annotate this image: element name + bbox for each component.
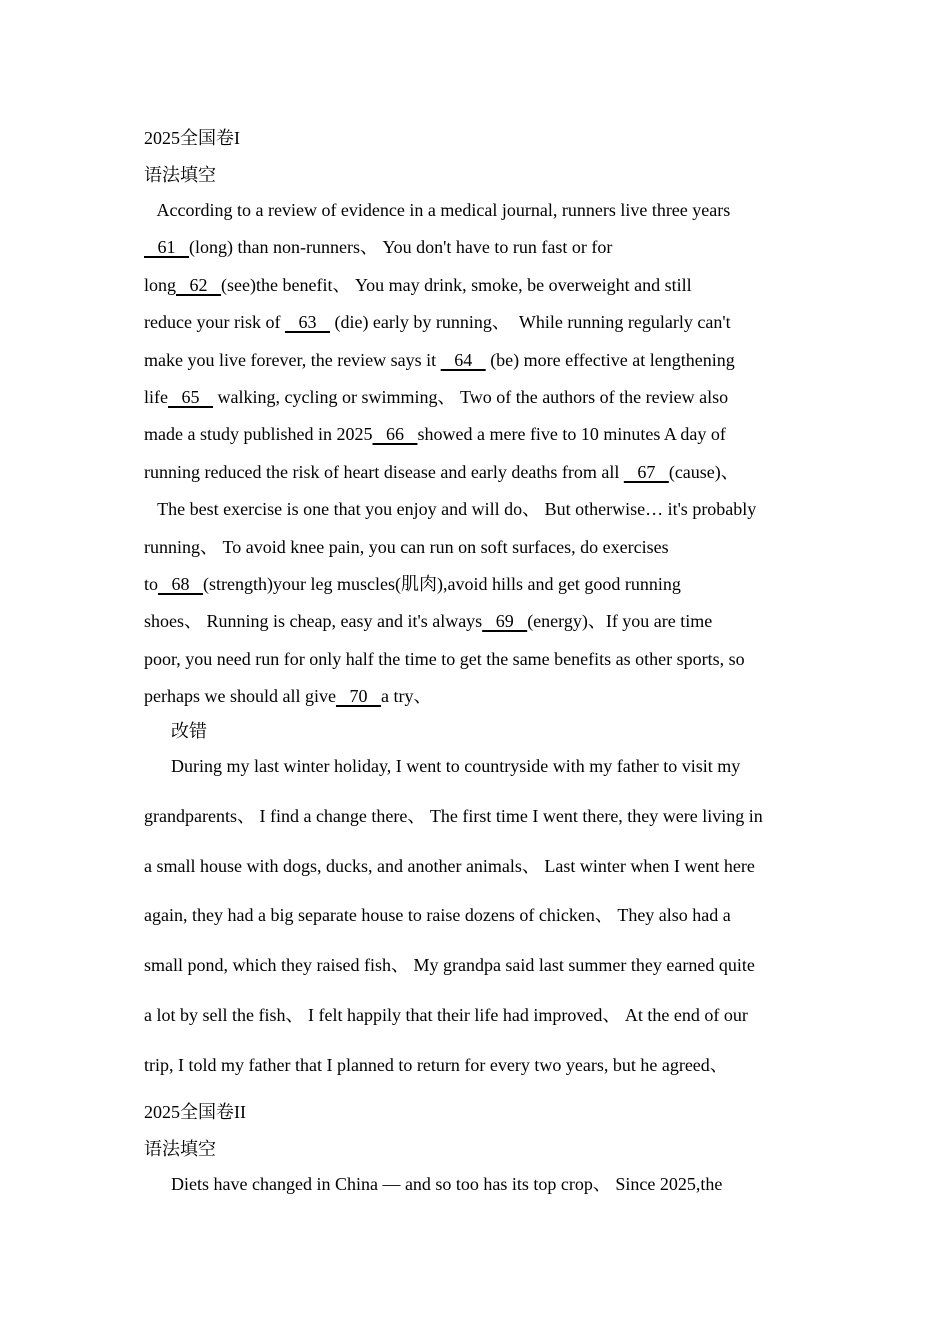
passage-line [144,572,681,596]
passage-text: (energy)、If you are time [527,611,713,632]
correction-line: small pond, which they raised fish、 My grandpa said last summer they earned quite [144,955,755,976]
passage-line [144,609,712,633]
correction-line: again, they had a big separate house to raise dozens of chicken、 They also had a [144,905,731,926]
correction-line: a lot by sell the fish、 I felt happily that their life had improved、 At the end of our [144,1005,748,1025]
passage-line [144,348,735,372]
section2-passage-line: Diets have changed in China — and so too has its top crop、 Since 2025,the [144,1174,723,1194]
passage-line [144,460,739,484]
passage-line [144,235,612,259]
correction-line: trip, I told my father that I planned to return for every two years, but he agreed、 [144,1054,728,1075]
passage-text: (cause)、 [668,461,739,482]
passage-line [144,647,745,671]
passage-line [144,535,669,559]
passage-text: The best exercise is one that you enjoy and will do、 But otherwise… it's probably [144,499,757,520]
passage-text: reduce your risk of [144,312,285,333]
section1-correction-title: 改错 [144,721,207,741]
passage-line [144,310,731,334]
section2-heading: 2025全国卷II [144,1102,246,1122]
passage-text: (see)the benefit、 You may drink, smoke, be overweight and still [221,274,692,295]
passage-line [144,198,730,222]
correction-line: During my last winter holiday, I went to countryside with my father to visit my [144,756,741,776]
section2-grammar-title: 语法填空 [144,1139,216,1159]
passage-text: shoes、 Running is cheap, easy and it's always [144,611,483,632]
passage-text: made a study published in 2025 [144,424,373,445]
answer-blank: 64 [440,349,486,370]
answer-blank: 67 [623,461,669,482]
passage-text: long [144,274,177,295]
passage-text: life [144,387,168,407]
passage-text: to [144,574,159,594]
answer-blank: 70 [335,686,381,707]
passage-text: (long) than non-runners、 You don't have to run fast or for [189,237,613,258]
correction-line: a small house with dogs, ducks, and another animals、 Last winter when I went here [144,855,755,876]
answer-blank: 69 [482,611,528,632]
section1-grammar-title: 语法填空 [144,165,216,185]
passage-text: running、 To avoid knee pain, you can run on soft surfaces, do exercises [144,536,669,557]
section1-heading: 2025全国卷I [144,128,240,148]
answer-blank: 68 [158,574,204,594]
passage-text: perhaps we should all give [144,686,336,707]
passage-line [144,422,726,446]
passage-line [144,497,756,521]
answer-blank: 62 [176,274,222,295]
passage-line [144,273,692,297]
answer-blank: 63 [284,312,330,333]
passage-text: a try、 [380,686,432,707]
answer-blank: 61 [144,237,189,258]
passage-line [144,385,728,409]
passage-text: showed a mere five to 10 minutes A day of [417,424,726,445]
passage-text: According to a review of evidence in a medical journal, runners live three years [144,200,731,220]
answer-blank: 65 [168,387,213,407]
passage-line [144,684,431,708]
passage-text: (strength)your leg muscles(肌肉),avoid hills and get good running [203,574,681,594]
answer-blank: 66 [372,424,418,445]
passage-text: make you live forever, the review says it [144,349,441,370]
passage-text: walking, cycling or swimming、 Two of the authors of the review also [213,387,729,407]
passage-text: (be) more effective at lengthening [485,349,735,370]
passage-text: (die) early by running、 While running regularly can't [329,312,731,333]
passage-text: running reduced the risk of heart disease and early deaths from all [144,461,624,482]
passage-text: poor, you need run for only half the time to get the same benefits as other sports, so [144,648,745,669]
correction-line: grandparents、 I find a change there、 The first time I went there, they were living in [144,805,763,826]
